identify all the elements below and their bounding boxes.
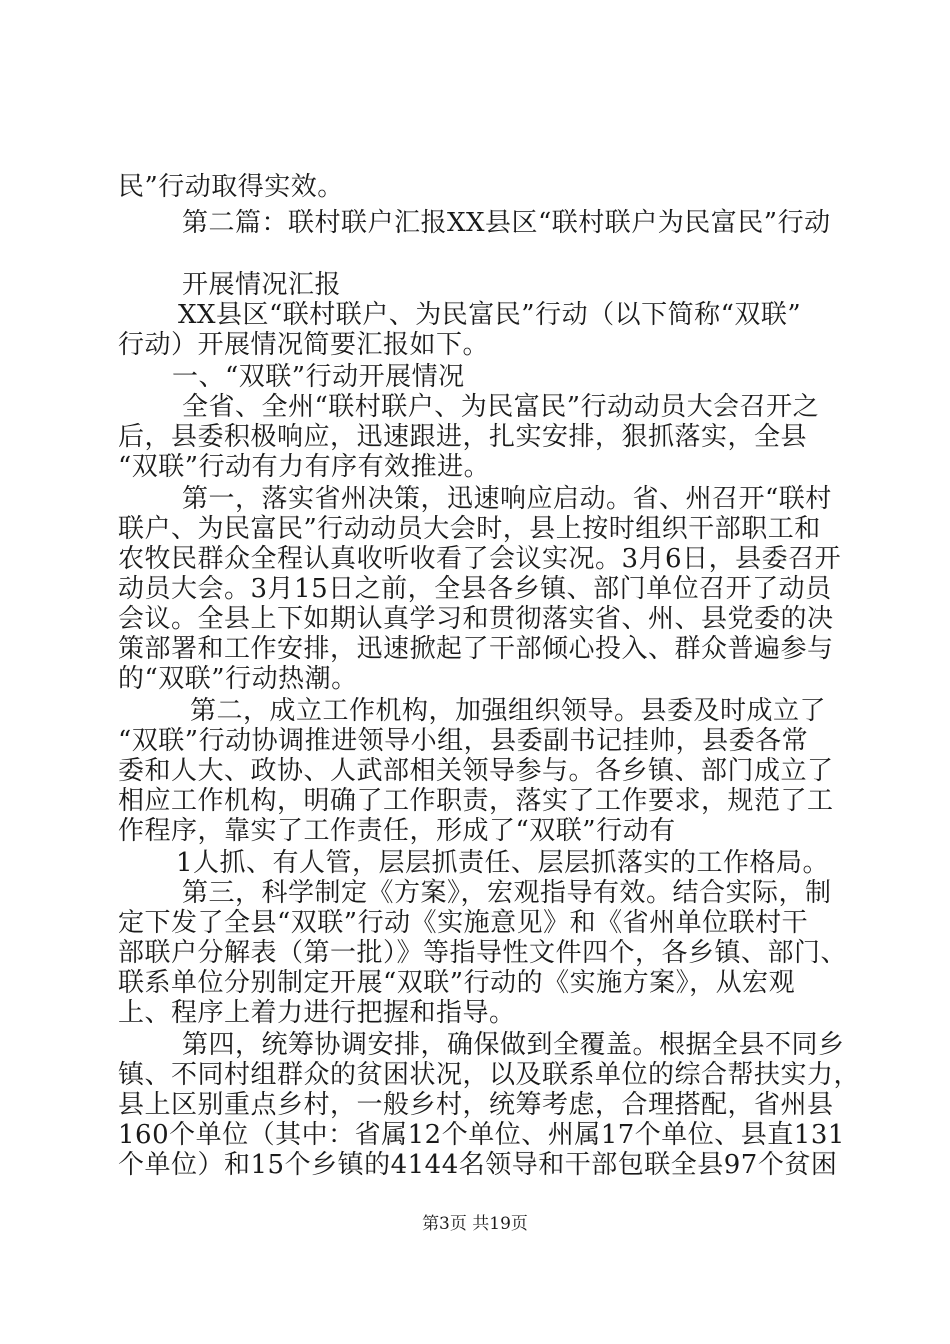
subheading: 一、“双联”行动开展情况 <box>172 362 465 392</box>
text-line: 部联户分解表（第一批）》等指导性文件四个，各乡镇、部门、 <box>118 938 848 968</box>
text-line: 第三，科学制定《方案》，宏观指导有效。结合实际，制 <box>182 878 832 908</box>
text-line: 160个单位（其中：省属12个单位、州属17个单位、县直131 <box>118 1120 845 1150</box>
text-line: 联户、为民富民”行动动员大会时，县上按时组织干部职工和 <box>118 514 821 544</box>
text-line: 民”行动取得实效。 <box>118 172 344 202</box>
text-line: XX县区“联村联户、为民富民”行动（以下简称“双联” <box>178 300 802 330</box>
text-line: 的“双联”行动热潮。 <box>118 664 358 694</box>
text-line: “双联”行动协调推进领导小组，县委副书记挂帅，县委各常 <box>118 726 809 756</box>
text-line: 作程序，靠实了工作责任，形成了“双联”行动有 <box>118 816 676 846</box>
text-line: 全省、全州“联村联户、为民富民”行动动员大会召开之 <box>182 392 820 422</box>
text-line: 后，县委积极响应，迅速跟进，扎实安排，狠抓落实，全县 <box>118 422 808 452</box>
text-line: 1人抓、有人管，层层抓责任、层层抓落实的工作格局。 <box>176 848 830 878</box>
page-number-footer: 第3页 共19页 <box>422 1214 528 1234</box>
text-line: 会议。全县上下如期认真学习和贯彻落实省、州、县党委的决 <box>118 604 834 634</box>
text-line: 委和人大、政协、人武部相关领导参与。各乡镇、部门成立了 <box>118 756 834 786</box>
text-line: 定下发了全县“双联”行动《实施意见》和《省州单位联村干 <box>118 908 809 938</box>
text-line: 上、程序上着力进行把握和指导。 <box>118 998 516 1028</box>
section-heading: 第二篇：联村联户汇报XX县区“联村联户为民富民”行动 <box>182 208 831 238</box>
text-line: 相应工作机构，明确了工作职责，落实了工作要求，规范了工 <box>118 786 834 816</box>
text-line: 联系单位分别制定开展“双联”行动的《实施方案》，从宏观 <box>118 968 796 998</box>
text-line: 镇、不同村组群众的贫困状况，以及联系单位的综合帮扶实力， <box>118 1060 861 1090</box>
text-line: “双联”行动有力有序有效推进。 <box>118 452 491 482</box>
text-line: 个单位）和15个乡镇的4144名领导和干部包联全县97个贫困 <box>118 1150 838 1180</box>
text-line: 第一，落实省州决策，迅速响应启动。省、州召开“联村 <box>182 484 832 514</box>
text-line: 第二，成立工作机构，加强组织领导。县委及时成立了 <box>190 696 827 726</box>
text-line: 县上区别重点乡村，一般乡村，统筹考虑，合理搭配，省州县 <box>118 1090 834 1120</box>
text-line: 动员大会。3月15日之前，全县各乡镇、部门单位召开了动员 <box>118 574 832 604</box>
text-line: 农牧民群众全程认真收听收看了会议实况。3月6日，县委召开 <box>118 544 842 574</box>
section-heading-continued: 开展情况汇报 <box>182 270 342 300</box>
text-line: 第四，统筹协调安排，确保做到全覆盖。根据全县不同乡 <box>182 1030 845 1060</box>
text-line: 策部署和工作安排，迅速掀起了干部倾心投入、群众普遍参与 <box>118 634 834 664</box>
text-line: 行动）开展情况简要汇报如下。 <box>118 330 490 360</box>
